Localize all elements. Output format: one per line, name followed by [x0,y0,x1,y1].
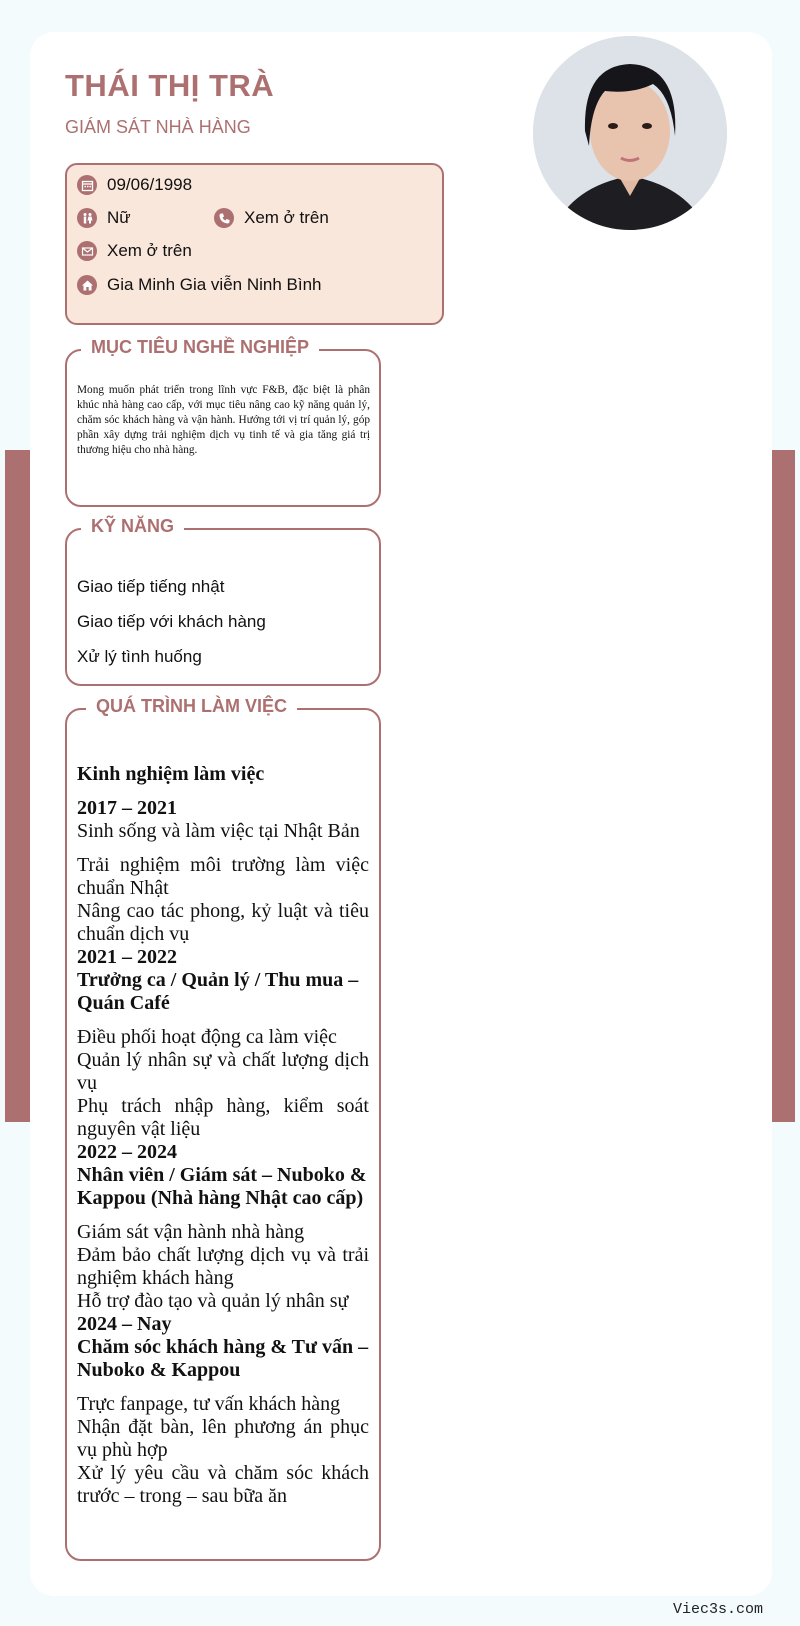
work-line: Phụ trách nhập hàng, kiểm soát nguyên vật liệu [77,1095,369,1140]
objective-section [65,337,381,507]
work-period: 2021 – 2022 [77,946,177,968]
objective-text: Mong muốn phát triển trong lĩnh vực F&B, đặc biệt là phân khúc nhà hàng cao cấp, với mục tiêu nâng cao kỹ năng quản lý, chăm sóc khách hàng và vận hành. Hướng tới vị trí quản lý, góp phần xây dựng trải nghiệm dịch vụ tinh tế và gia tăng giá trị thương hiệu cho nhà hàng. [77,384,370,456]
work-position: Chăm sóc khách hàng & Tư vấn – Nuboko & Kappou [77,1336,369,1381]
birthday-row [77,175,192,195]
work-line: Trực fanpage, tư vấn khách hàng [77,1393,341,1415]
email-value: Xem ở trên [107,241,192,260]
work-title: QUÁ TRÌNH LÀM VIỆC [86,696,297,717]
work-line: Hỗ trợ đào tạo và quản lý nhân sự [77,1290,349,1312]
work-period: 2022 – 2024 [77,1141,177,1163]
gender-icon [77,208,97,228]
skills-title: KỸ NĂNG [81,516,184,537]
work-line: Đảm bảo chất lượng dịch vụ và trải nghiệm khách hàng [77,1244,369,1289]
home-icon [77,275,97,295]
email-row [77,241,192,261]
skill-item: Giao tiếp với khách hàng [77,612,266,631]
gender-row [77,208,131,228]
work-line: Sinh sống và làm việc tại Nhật Bản [77,820,360,842]
right-accent-band [772,450,795,1122]
footer-watermark[interactable]: Viec3s.com [673,1601,764,1618]
email-icon [77,241,97,261]
work-period: 2017 – 2021 [77,797,177,819]
work-period: 2024 – Nay [77,1313,172,1335]
work-history-section [65,696,381,1561]
left-accent-band [5,450,30,1122]
phone-value: Xem ở trên [244,208,329,227]
work-position: Trưởng ca / Quản lý / Thu mua – Quán Café [77,969,359,1014]
skills-section [65,516,381,686]
address-value: Gia Minh Gia viễn Ninh Bình [107,275,322,294]
birthday-value: 09/06/1998 [107,175,193,194]
work-line: Quản lý nhân sự và chất lượng dịch vụ [77,1049,369,1094]
work-line: Điều phối hoạt động ca làm việc [77,1026,337,1048]
portrait-photo [533,36,727,230]
gender-value: Nữ [107,208,131,227]
work-position: Nhân viên / Giám sát – Nuboko & Kappou (Nhà hàng Nhật cao cấp) [77,1164,367,1209]
work-heading: Kinh nghiệm làm việc [77,763,265,785]
calendar-icon [77,175,97,195]
work-line: Xử lý yêu cầu và chăm sóc khách trước – trong – sau bữa ăn [77,1462,369,1507]
work-line: Giám sát vận hành nhà hàng [77,1221,305,1243]
work-line: Trải nghiệm môi trường làm việc chuẩn Nhật [77,854,369,899]
candidate-role: GIÁM SÁT NHÀ HÀNG [65,117,251,137]
contact-info-box [65,163,444,325]
skill-item: Xử lý tình huống [77,647,202,666]
phone-icon [214,208,234,228]
work-line: Nâng cao tác phong, kỷ luật và tiêu chuẩn dịch vụ [77,900,369,945]
address-row [77,275,322,295]
phone-row [214,208,329,228]
work-history-body [77,763,369,1508]
avatar [533,36,727,230]
objective-title: MỤC TIÊU NGHỀ NGHIỆP [81,337,319,358]
work-line: Nhận đặt bàn, lên phương án phục vụ phù hợp [77,1416,369,1461]
skill-item: Giao tiếp tiếng nhật [77,577,225,596]
candidate-name: THÁI THỊ TRÀ [65,68,275,103]
